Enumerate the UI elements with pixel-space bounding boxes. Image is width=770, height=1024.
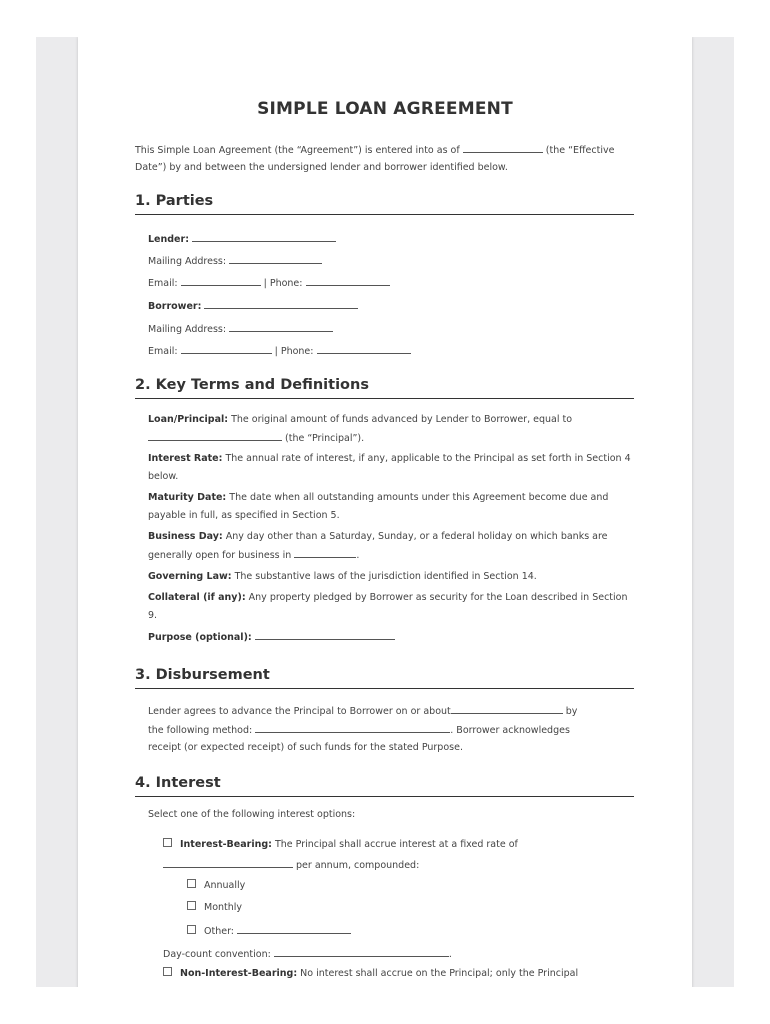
definition-governing-law: Governing Law: The substantive laws of the jurisdiction identified in Section 14.	[148, 571, 537, 582]
principal-amount-blank	[148, 429, 282, 441]
lender-line: Lender:	[148, 230, 336, 245]
document-page	[78, 37, 692, 987]
lender-mailing-line: Mailing Address:	[148, 252, 322, 267]
day-count-line: Day-count convention: .	[163, 945, 452, 960]
document-title: SIMPLE LOAN AGREEMENT	[257, 99, 513, 119]
definition-loan: Loan/Principal: The original amount of funds advanced by Lender to Borrower, equal to (the “Principal”).	[148, 414, 573, 444]
monthly-checkbox[interactable]	[187, 901, 196, 910]
effective-date-blank	[463, 141, 543, 153]
non-interest-bearing-checkbox[interactable]	[163, 967, 172, 976]
borrower-phone-blank	[317, 342, 411, 354]
definition-purpose: Purpose (optional):	[148, 628, 636, 647]
interest-bearing-checkbox[interactable]	[163, 838, 172, 847]
interest-intro: Select one of the following interest options:	[148, 809, 356, 820]
borrower-address-blank	[229, 320, 333, 332]
borrower-line: Borrower:	[148, 297, 358, 312]
lender-name-blank	[192, 230, 336, 242]
option-interest-bearing: Interest-Bearing: The Principal shall accrue interest at a fixed rate of	[163, 836, 633, 854]
interest-rate-line: per annum, compounded:	[163, 856, 419, 871]
borrower-email-blank	[181, 342, 272, 354]
day-count-blank	[274, 945, 449, 957]
lender-phone-blank	[306, 274, 390, 286]
disbursement-date-blank	[451, 702, 563, 714]
business-location-blank	[294, 546, 356, 558]
lender-email-blank	[181, 274, 261, 286]
compounding-monthly: Monthly	[187, 901, 242, 913]
borrower-name-blank	[204, 297, 358, 309]
definition-interest-rate: Interest Rate: The annual rate of interest, if any, applicable to the Principal as set forth in Section 4 below.	[148, 453, 631, 482]
disbursement-paragraph: Lender agrees to advance the Principal to Borrower on or about by the following method: . Borrower acknowledges receipt (or expected receipt) of such funds for the stated Purpose.	[148, 702, 636, 757]
lender-address-blank	[229, 252, 322, 264]
interest-rate-blank	[163, 856, 293, 868]
section-heading-key-terms: 2. Key Terms and Definitions	[135, 377, 634, 399]
purpose-blank	[255, 628, 395, 640]
section-heading-parties: 1. Parties	[135, 193, 634, 215]
intro-paragraph: This Simple Loan Agreement (the “Agreement”) is entered into as of (the “Effective Date”) by and between the undersigned lender and borrower identified below.	[135, 141, 635, 176]
compounding-other: Other:	[187, 922, 351, 937]
section-heading-interest: 4. Interest	[135, 775, 634, 797]
option-non-interest-bearing: Non-Interest-Bearing: No interest shall accrue on the Principal; only the Principal	[163, 967, 578, 979]
disbursement-method-blank	[255, 721, 450, 733]
definition-business-day: Business Day: Any day other than a Saturday, Sunday, or a federal holiday on which banks are generally open for business in .	[148, 531, 608, 561]
definition-maturity-date: Maturity Date: The date when all outstanding amounts under this Agreement become due and payable in full, as specified in Section 5.	[148, 492, 609, 521]
document-viewer[interactable]	[36, 37, 734, 987]
compounding-annually: Annually	[187, 879, 245, 891]
borrower-contact-line: Email: | Phone:	[148, 342, 411, 357]
other-checkbox[interactable]	[187, 925, 196, 934]
section-heading-disbursement: 3. Disbursement	[135, 667, 634, 689]
definition-collateral: Collateral (if any): Any property pledged by Borrower as security for the Loan described in Section 9.	[148, 592, 628, 621]
borrower-mailing-line: Mailing Address:	[148, 320, 333, 335]
lender-contact-line: Email: | Phone:	[148, 274, 390, 289]
annually-checkbox[interactable]	[187, 879, 196, 888]
other-compounding-blank	[237, 922, 351, 934]
